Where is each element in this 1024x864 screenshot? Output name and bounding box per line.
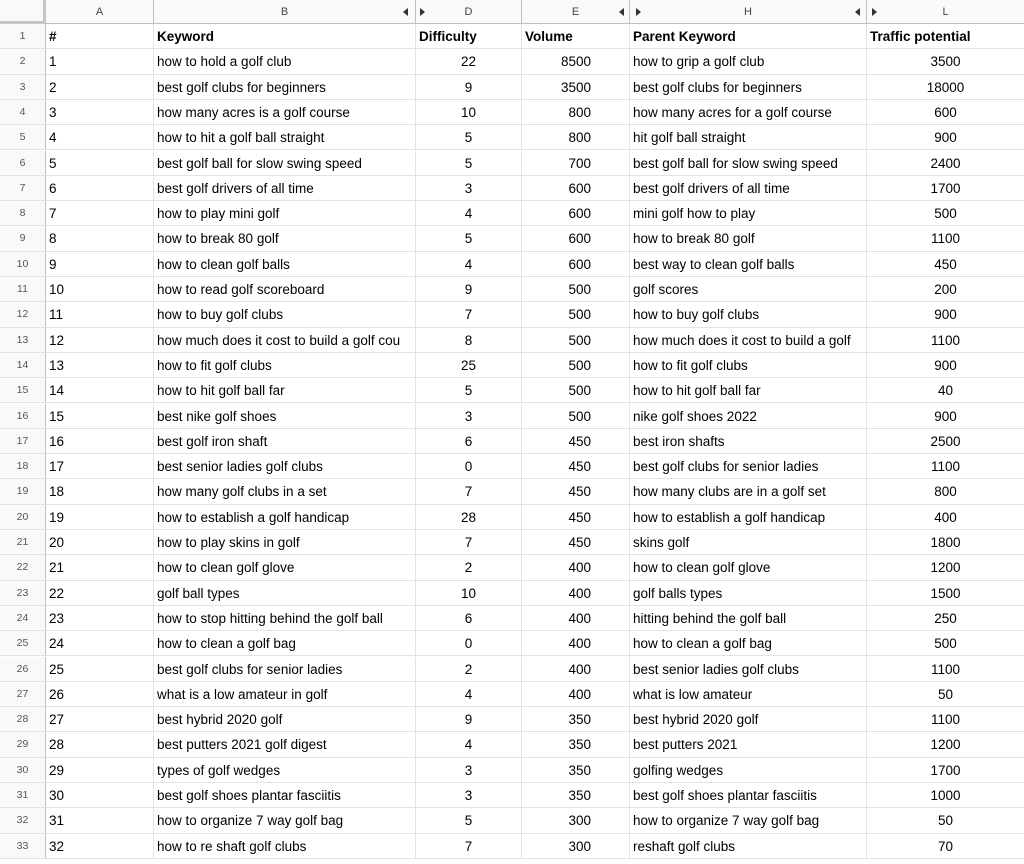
select-all-corner[interactable]	[0, 0, 46, 24]
cell-volume[interactable]: 600	[522, 176, 630, 200]
table-row	[0, 581, 1024, 606]
row-number[interactable]: 15	[0, 378, 46, 402]
column-header-a[interactable]: A	[46, 0, 154, 24]
cell-keyword[interactable]: how to clean golf glove	[154, 555, 416, 579]
cell-parent-keyword[interactable]: how to fit golf clubs	[630, 353, 867, 377]
cell-keyword[interactable]: how to clean golf balls	[154, 252, 416, 276]
row-number[interactable]: 29	[0, 732, 46, 756]
header-cell-difficulty[interactable]: Difficulty	[416, 24, 522, 48]
cell-num[interactable]: 3	[46, 100, 154, 124]
cell-keyword[interactable]: how to hit golf ball far	[154, 378, 416, 402]
cell-traffic-potential[interactable]: 500	[934, 206, 957, 222]
row-number[interactable]: 26	[0, 657, 46, 681]
cell-difficulty[interactable]: 4	[416, 732, 522, 756]
cell-num[interactable]: 16	[46, 429, 154, 453]
cell-keyword[interactable]: how to establish a golf handicap	[154, 505, 416, 529]
cell-traffic-potential[interactable]: 600	[934, 104, 957, 120]
cell-traffic-potential[interactable]: 250	[934, 610, 957, 626]
cell-parent-keyword[interactable]: best golf clubs for beginners	[630, 75, 867, 99]
row-number[interactable]: 17	[0, 429, 46, 453]
cell-volume[interactable]: 500	[522, 378, 630, 402]
cell-num[interactable]: 9	[46, 252, 154, 276]
row-number[interactable]: 27	[0, 682, 46, 706]
table-row	[0, 479, 1024, 504]
cell-num[interactable]: 32	[46, 834, 154, 858]
table-row	[0, 505, 1024, 530]
cell-volume[interactable]: 800	[522, 100, 630, 124]
cell-volume[interactable]: 400	[522, 581, 630, 605]
table-row	[0, 657, 1024, 682]
cell-num[interactable]: 8	[46, 226, 154, 250]
row-number[interactable]: 4	[0, 100, 46, 124]
cell-keyword[interactable]: how much does it cost to build a golf cou	[154, 328, 416, 352]
table-row	[0, 530, 1024, 555]
cell-parent-keyword[interactable]: best senior ladies golf clubs	[630, 657, 867, 681]
cell-num[interactable]: 19	[46, 505, 154, 529]
cell-traffic-potential[interactable]: 1700	[930, 762, 961, 778]
column-header-e[interactable]: E	[522, 0, 630, 24]
cell-parent-keyword[interactable]: hit golf ball straight	[630, 125, 867, 149]
cell-difficulty[interactable]: 10	[416, 581, 522, 605]
cell-difficulty[interactable]: 9	[416, 75, 522, 99]
cell-traffic-potential[interactable]: 450	[934, 256, 957, 272]
cell-traffic-potential[interactable]: 500	[934, 636, 957, 652]
cell-keyword[interactable]: how to play mini golf	[154, 201, 416, 225]
row-number[interactable]: 1	[0, 24, 46, 48]
row-number[interactable]: 13	[0, 328, 46, 352]
cell-num[interactable]: 6	[46, 176, 154, 200]
table-row	[0, 302, 1024, 327]
cell-num[interactable]: 13	[46, 353, 154, 377]
cell-volume[interactable]: 600	[522, 252, 630, 276]
row-number[interactable]: 5	[0, 125, 46, 149]
cell-num[interactable]: 23	[46, 606, 154, 630]
table-row	[0, 555, 1024, 580]
cell-volume[interactable]: 3500	[522, 75, 630, 99]
cell-traffic-potential[interactable]: 900	[934, 408, 957, 424]
cell-traffic-potential[interactable]: 1800	[930, 535, 961, 550]
cell-traffic-potential[interactable]: 3500	[930, 54, 961, 70]
cell-num[interactable]: 22	[46, 581, 154, 605]
hidden-columns-left-arrow-icon[interactable]	[855, 8, 860, 16]
cell-volume[interactable]: 450	[522, 479, 630, 503]
cell-volume[interactable]: 500	[522, 353, 630, 377]
cell-difficulty[interactable]: 6	[416, 429, 522, 453]
table-row	[0, 353, 1024, 378]
cell-volume[interactable]: 800	[522, 125, 630, 149]
row-number[interactable]: 25	[0, 631, 46, 655]
cell-keyword[interactable]: how to buy golf clubs	[154, 302, 416, 326]
cell-keyword[interactable]: best golf clubs for senior ladies	[154, 657, 416, 681]
cell-parent-keyword[interactable]: best golf clubs for senior ladies	[630, 454, 867, 478]
cell-keyword[interactable]: how to organize 7 way golf bag	[154, 808, 416, 832]
cell-traffic-potential[interactable]: 1100	[930, 661, 961, 677]
cell-difficulty[interactable]: 5	[416, 151, 522, 175]
cell-parent-keyword[interactable]: best way to clean golf balls	[630, 252, 867, 276]
cell-parent-keyword[interactable]: nike golf shoes 2022	[630, 404, 867, 428]
cell-difficulty[interactable]: 8	[416, 328, 522, 352]
cell-volume[interactable]: 600	[522, 226, 630, 250]
row-number[interactable]: 11	[0, 277, 46, 301]
cell-traffic-potential[interactable]: 1700	[930, 180, 961, 196]
table-row	[0, 834, 1024, 859]
cell-keyword[interactable]: how to hold a golf club	[154, 49, 416, 73]
cell-num[interactable]: 26	[46, 682, 154, 706]
table-row	[0, 277, 1024, 302]
cell-volume[interactable]: 300	[522, 834, 630, 858]
cell-keyword[interactable]: how to read golf scoreboard	[154, 277, 416, 301]
row-number[interactable]: 9	[0, 226, 46, 250]
cell-traffic-potential[interactable]: 200	[934, 282, 957, 297]
hidden-columns-left-arrow-icon[interactable]	[403, 8, 408, 16]
cell-difficulty[interactable]: 4	[416, 682, 522, 706]
cell-difficulty[interactable]: 0	[416, 454, 522, 478]
cell-difficulty[interactable]: 4	[416, 252, 522, 276]
cell-parent-keyword[interactable]: how to buy golf clubs	[630, 302, 867, 326]
row-number[interactable]: 20	[0, 505, 46, 529]
table-row	[0, 808, 1024, 833]
table-row	[0, 328, 1024, 353]
cell-difficulty[interactable]: 9	[416, 277, 522, 301]
table-row	[0, 631, 1024, 656]
cell-keyword[interactable]: how to play skins in golf	[154, 530, 416, 554]
hidden-columns-right-arrow-icon[interactable]	[636, 8, 641, 16]
cell-num[interactable]: 7	[46, 201, 154, 225]
cell-difficulty[interactable]: 7	[416, 834, 522, 858]
cell-traffic-potential[interactable]: 1200	[930, 737, 961, 753]
row-number[interactable]: 10	[0, 252, 46, 276]
cell-parent-keyword[interactable]: best golf ball for slow swing speed	[630, 151, 867, 175]
cell-num[interactable]: 24	[46, 631, 154, 655]
table-row	[0, 732, 1024, 757]
row-number[interactable]: 18	[0, 454, 46, 478]
cell-traffic-potential[interactable]: 1000	[930, 788, 961, 803]
cell-difficulty[interactable]: 3	[416, 783, 522, 807]
hidden-columns-left-arrow-icon[interactable]	[619, 8, 624, 16]
table-row	[0, 125, 1024, 150]
cell-parent-keyword[interactable]: how to organize 7 way golf bag	[630, 808, 867, 832]
cell-traffic-potential[interactable]: 2400	[930, 155, 961, 171]
cell-parent-keyword[interactable]: how much does it cost to build a golf	[630, 328, 867, 352]
cell-volume[interactable]: 450	[522, 505, 630, 529]
cell-volume[interactable]: 500	[522, 277, 630, 301]
cell-num[interactable]: 1	[46, 49, 154, 73]
cell-parent-keyword[interactable]: mini golf how to play	[630, 201, 867, 225]
row-number[interactable]: 12	[0, 302, 46, 326]
cell-difficulty[interactable]: 5	[416, 378, 522, 402]
column-header-d[interactable]: D	[416, 0, 522, 24]
row-number[interactable]: 16	[0, 404, 46, 428]
cell-volume[interactable]: 400	[522, 631, 630, 655]
cell-num[interactable]: 27	[46, 707, 154, 731]
cell-volume[interactable]: 400	[522, 682, 630, 706]
table-row	[0, 682, 1024, 707]
table-header-row	[0, 24, 1024, 49]
row-number[interactable]: 7	[0, 176, 46, 200]
header-cell-traffic-potential[interactable]: Traffic potential	[870, 29, 971, 44]
cell-num[interactable]: 28	[46, 732, 154, 756]
row-number[interactable]: 3	[0, 75, 46, 99]
cell-parent-keyword[interactable]: best golf shoes plantar fasciitis	[630, 783, 867, 807]
cell-num[interactable]: 25	[46, 657, 154, 681]
row-number[interactable]: 8	[0, 201, 46, 225]
row-number[interactable]: 14	[0, 353, 46, 377]
table-row	[0, 201, 1024, 226]
row-number[interactable]: 21	[0, 530, 46, 554]
cell-difficulty[interactable]: 22	[416, 49, 522, 73]
cell-parent-keyword[interactable]: golf balls types	[630, 581, 867, 605]
cell-traffic-potential[interactable]: 900	[934, 130, 957, 146]
column-header-b[interactable]: B	[154, 0, 416, 24]
hidden-columns-right-arrow-icon[interactable]	[872, 8, 877, 16]
hidden-columns-right-arrow-icon[interactable]	[420, 8, 425, 16]
cell-num[interactable]: 20	[46, 530, 154, 554]
cell-difficulty[interactable]: 7	[416, 302, 522, 326]
cell-parent-keyword[interactable]: reshaft golf clubs	[630, 834, 867, 858]
cell-parent-keyword[interactable]: golfing wedges	[630, 758, 867, 782]
table-row	[0, 226, 1024, 251]
cell-keyword[interactable]: how many golf clubs in a set	[154, 479, 416, 503]
cell-traffic-potential[interactable]: 2500	[930, 433, 961, 449]
cell-keyword[interactable]: how to hit a golf ball straight	[154, 125, 416, 149]
cell-num[interactable]: 12	[46, 328, 154, 352]
table-row	[0, 429, 1024, 454]
cell-keyword[interactable]: best senior ladies golf clubs	[154, 454, 416, 478]
cell-difficulty[interactable]: 3	[416, 758, 522, 782]
cell-difficulty[interactable]: 10	[416, 100, 522, 124]
cell-parent-keyword[interactable]: hitting behind the golf ball	[630, 606, 867, 630]
cell-difficulty[interactable]: 5	[416, 125, 522, 149]
cell-volume[interactable]: 450	[522, 454, 630, 478]
row-number[interactable]: 33	[0, 834, 46, 858]
cell-volume[interactable]: 350	[522, 783, 630, 807]
cell-keyword[interactable]: types of golf wedges	[154, 758, 416, 782]
table-row	[0, 783, 1024, 808]
table-row	[0, 378, 1024, 403]
cell-num[interactable]: 30	[46, 783, 154, 807]
cell-difficulty[interactable]: 0	[416, 631, 522, 655]
table-row	[0, 151, 1024, 176]
cell-keyword[interactable]: golf ball types	[154, 581, 416, 605]
cell-parent-keyword[interactable]: how to establish a golf handicap	[630, 505, 867, 529]
cell-volume[interactable]: 400	[522, 606, 630, 630]
cell-volume[interactable]: 450	[522, 530, 630, 554]
cell-difficulty[interactable]: 7	[416, 530, 522, 554]
column-header-l[interactable]: L	[942, 6, 949, 18]
cell-num[interactable]: 14	[46, 378, 154, 402]
row-number[interactable]: 2	[0, 49, 46, 73]
cell-traffic-potential[interactable]: 1200	[930, 560, 961, 576]
cell-volume[interactable]: 300	[522, 808, 630, 832]
cell-difficulty[interactable]: 9	[416, 707, 522, 731]
cell-difficulty[interactable]: 7	[416, 479, 522, 503]
table-row	[0, 707, 1024, 732]
cell-num[interactable]: 29	[46, 758, 154, 782]
cell-traffic-potential[interactable]: 1100	[930, 712, 961, 728]
row-number[interactable]: 28	[0, 707, 46, 731]
cell-difficulty[interactable]: 5	[416, 226, 522, 250]
cell-traffic-potential[interactable]: 50	[937, 686, 954, 702]
cell-num[interactable]: 31	[46, 808, 154, 832]
cell-volume[interactable]: 400	[522, 657, 630, 681]
cell-keyword[interactable]: best golf clubs for beginners	[154, 75, 416, 99]
cell-num[interactable]: 11	[46, 302, 154, 326]
cell-difficulty[interactable]: 4	[416, 201, 522, 225]
row-number[interactable]: 22	[0, 555, 46, 579]
cell-volume[interactable]: 450	[522, 429, 630, 453]
table-row	[0, 49, 1024, 74]
cell-difficulty[interactable]: 28	[416, 505, 522, 529]
cell-traffic-potential[interactable]: 40	[937, 383, 954, 399]
cell-difficulty[interactable]: 2	[416, 555, 522, 579]
table-row	[0, 75, 1024, 100]
table-row	[0, 404, 1024, 429]
row-number[interactable]: 19	[0, 479, 46, 503]
header-cell-parent-keyword[interactable]: Parent Keyword	[630, 24, 867, 48]
cell-volume[interactable]: 500	[522, 302, 630, 326]
header-cell-volume[interactable]: Volume	[522, 24, 630, 48]
cell-keyword[interactable]: how many acres is a golf course	[154, 100, 416, 124]
cell-difficulty[interactable]: 25	[416, 353, 522, 377]
cell-keyword[interactable]: best putters 2021 golf digest	[154, 732, 416, 756]
cell-num[interactable]: 2	[46, 75, 154, 99]
cell-volume[interactable]: 600	[522, 201, 630, 225]
cell-volume[interactable]: 8500	[522, 49, 630, 73]
cell-parent-keyword[interactable]: skins golf	[630, 530, 867, 554]
table-row	[0, 176, 1024, 201]
cell-traffic-potential[interactable]: 900	[934, 357, 957, 373]
cell-keyword[interactable]: best hybrid 2020 golf	[154, 707, 416, 731]
table-row	[0, 758, 1024, 783]
cell-num[interactable]: 15	[46, 404, 154, 428]
cell-parent-keyword[interactable]: how many acres for a golf course	[630, 100, 867, 124]
cell-parent-keyword[interactable]: best putters 2021	[630, 732, 867, 756]
cell-traffic-potential[interactable]: 70	[937, 838, 954, 854]
cell-traffic-potential[interactable]: 900	[934, 307, 957, 323]
column-header-h[interactable]: H	[630, 0, 867, 24]
cell-keyword[interactable]: best golf shoes plantar fasciitis	[154, 783, 416, 807]
cell-difficulty[interactable]: 5	[416, 808, 522, 832]
cell-difficulty[interactable]: 6	[416, 606, 522, 630]
cell-keyword[interactable]: best golf iron shaft	[154, 429, 416, 453]
row-number[interactable]: 24	[0, 606, 46, 630]
cell-volume[interactable]: 400	[522, 555, 630, 579]
cell-parent-keyword[interactable]: how to grip a golf club	[630, 49, 867, 73]
cell-volume[interactable]: 700	[522, 151, 630, 175]
table-row	[0, 252, 1024, 277]
cell-keyword[interactable]: how to break 80 golf	[154, 226, 416, 250]
cell-parent-keyword[interactable]: what is low amateur	[630, 682, 867, 706]
cell-parent-keyword[interactable]: best hybrid 2020 golf	[630, 707, 867, 731]
cell-keyword[interactable]: what is a low amateur in golf	[154, 682, 416, 706]
table-row	[0, 454, 1024, 479]
cell-traffic-potential[interactable]: 1500	[930, 585, 961, 601]
header-cell-num[interactable]: #	[46, 24, 154, 48]
cell-traffic-potential[interactable]: 400	[934, 509, 957, 525]
row-number[interactable]: 23	[0, 581, 46, 605]
cell-keyword[interactable]: best golf ball for slow swing speed	[154, 151, 416, 175]
cell-keyword[interactable]: how to re shaft golf clubs	[154, 834, 416, 858]
cell-num[interactable]: 18	[46, 479, 154, 503]
cell-parent-keyword[interactable]: how to clean golf glove	[630, 555, 867, 579]
cell-parent-keyword[interactable]: best golf drivers of all time	[630, 176, 867, 200]
cell-keyword[interactable]: how to fit golf clubs	[154, 353, 416, 377]
cell-traffic-potential[interactable]: 1100	[930, 231, 961, 247]
cell-traffic-potential[interactable]: 18000	[926, 79, 965, 95]
cell-num[interactable]: 17	[46, 454, 154, 478]
cell-num[interactable]: 5	[46, 151, 154, 175]
cell-parent-keyword[interactable]: how to clean a golf bag	[630, 631, 867, 655]
cell-traffic-potential[interactable]: 50	[937, 813, 954, 829]
cell-traffic-potential[interactable]: 1100	[930, 332, 961, 348]
cell-parent-keyword[interactable]: how many clubs are in a golf set	[630, 479, 867, 503]
cell-traffic-potential[interactable]: 800	[934, 484, 957, 500]
cell-parent-keyword[interactable]: how to break 80 golf	[630, 226, 867, 250]
column-header-bar	[0, 0, 1024, 24]
row-number[interactable]: 6	[0, 151, 46, 175]
cell-volume[interactable]: 350	[522, 732, 630, 756]
cell-num[interactable]: 10	[46, 277, 154, 301]
cell-keyword[interactable]: how to stop hitting behind the golf ball	[154, 606, 416, 630]
row-number[interactable]: 30	[0, 758, 46, 782]
cell-traffic-potential[interactable]: 1100	[930, 459, 961, 475]
cell-num[interactable]: 21	[46, 555, 154, 579]
cell-difficulty[interactable]: 3	[416, 176, 522, 200]
row-number[interactable]: 32	[0, 808, 46, 832]
cell-parent-keyword[interactable]: best iron shafts	[630, 429, 867, 453]
cell-num[interactable]: 4	[46, 125, 154, 149]
cell-volume[interactable]: 350	[522, 707, 630, 731]
cell-parent-keyword[interactable]: how to hit golf ball far	[630, 378, 867, 402]
cell-volume[interactable]: 500	[522, 404, 630, 428]
cell-keyword[interactable]: best golf drivers of all time	[154, 176, 416, 200]
row-number[interactable]: 31	[0, 783, 46, 807]
header-cell-keyword[interactable]: Keyword	[154, 24, 416, 48]
cell-keyword[interactable]: best nike golf shoes	[154, 404, 416, 428]
cell-volume[interactable]: 500	[522, 328, 630, 352]
cell-volume[interactable]: 350	[522, 758, 630, 782]
table-row	[0, 606, 1024, 631]
table-row	[0, 100, 1024, 125]
cell-parent-keyword[interactable]: golf scores	[630, 277, 867, 301]
cell-difficulty[interactable]: 2	[416, 657, 522, 681]
cell-keyword[interactable]: how to clean a golf bag	[154, 631, 416, 655]
cell-difficulty[interactable]: 3	[416, 404, 522, 428]
